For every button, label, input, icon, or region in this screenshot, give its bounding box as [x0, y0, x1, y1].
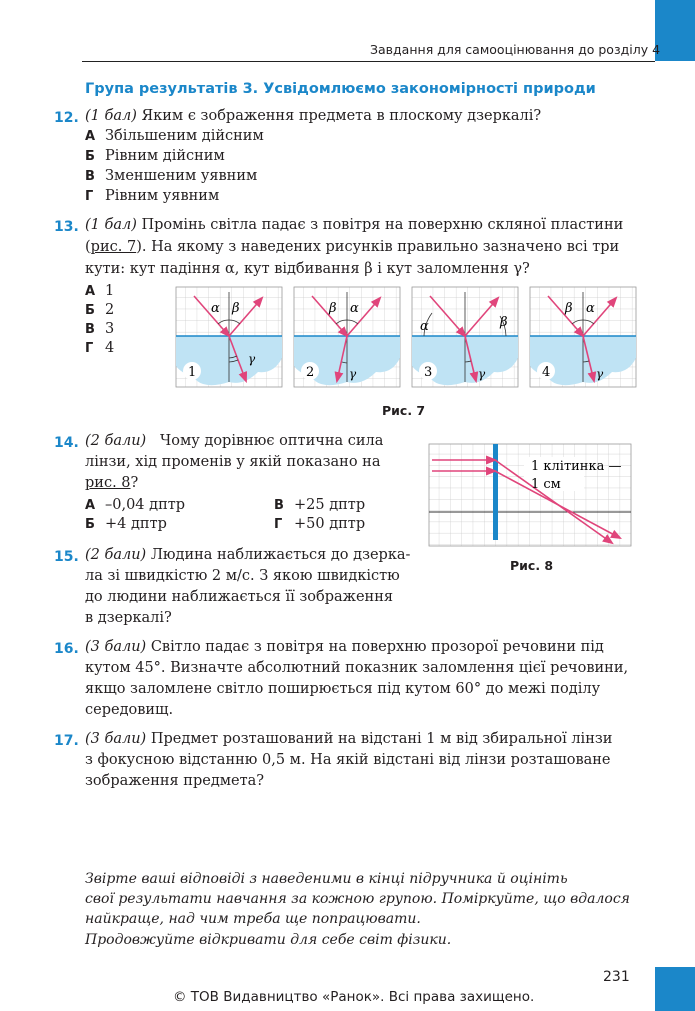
answer-option[interactable]: Б Рівним дійсним [85, 148, 225, 164]
question-points: (1 бал) [85, 108, 137, 124]
question-number: 12. [54, 110, 79, 126]
question-text: (1 бал) Промінь світла падає з повітря на поверхню скляної пластини [85, 217, 624, 233]
figure-7-panel-2 [294, 287, 400, 387]
question-text: середовищ. [85, 702, 174, 718]
figure-7 [174, 286, 646, 390]
copyright: © ТОВ Видавництво «Ранок». Всі права захищено. [173, 989, 535, 1005]
question-number: 15. [54, 549, 79, 565]
question-text: якщо заломлене світло поширюється під кутом 60° до межі поділу [85, 681, 601, 697]
answer-option[interactable]: В 3 [85, 321, 115, 337]
header-divider [82, 61, 655, 62]
figure-7-caption: Рис. 7 [382, 403, 426, 418]
scale-note: 1 клітинка — [531, 459, 622, 474]
question-text: кутом 45°. Визначте абсолютний показник заломлення цієї речовини, [85, 660, 629, 676]
question-text [85, 108, 541, 124]
answer-option[interactable]: Г +50 дптр [274, 516, 366, 532]
angle-label: γ [248, 352, 256, 366]
question-text: з фокусною відстанню 0,5 м. На якій відстані від лінзи розташоване [85, 752, 611, 768]
answer-option[interactable]: А Збільшеним дійсним [85, 128, 264, 144]
question-text: ла зі швидкістю 2 м/с. З якою швидкістю [85, 568, 400, 584]
closing-text: Звірте ваші відповіді з наведеними в кінці підручника й оцініть [85, 871, 568, 887]
angle-label: β [329, 301, 337, 316]
angle-label: α [211, 301, 220, 316]
question-body: Яким є зображення предмета в плоскому дзеркалі? [141, 108, 542, 124]
angle-label: β [565, 301, 573, 316]
question-number: 14. [54, 435, 79, 451]
angle-label: α [586, 301, 595, 316]
question-text: лінзи, хід променів у якій показано на [85, 454, 381, 470]
answer-option[interactable]: Б +4 дптр [85, 516, 167, 532]
angle-label: γ [596, 367, 604, 381]
answer-option[interactable]: Б 2 [85, 302, 115, 318]
answer-option[interactable]: Г 4 [85, 340, 115, 356]
closing-text: свої результати навчання за кожною групою. Поміркуйте, що вдалося [85, 891, 630, 907]
question-text: (2 бали) Чому дорівнює оптична сила [85, 433, 384, 449]
group-title: Група результатів 3. Усвідомлюємо закономірності природи [85, 81, 596, 97]
figure-8 [428, 443, 632, 547]
page-tab [655, 967, 695, 1011]
panel-label: 4 [542, 365, 551, 380]
answer-option[interactable]: А –0,04 дптр [85, 497, 186, 513]
section-header: Завдання для самооцінювання до розділу 4 [370, 42, 661, 57]
scale-note: 1 см [531, 477, 561, 492]
angle-label: β [500, 315, 508, 330]
question-number: 16. [54, 641, 79, 657]
figure-7-panel-3 [412, 287, 518, 387]
question-number: 17. [54, 733, 79, 749]
angle-label: β [232, 301, 240, 316]
question-text: рис. 8? [85, 475, 139, 491]
question-text: до людини наближається її зображення [85, 589, 394, 605]
question-text: (3 бали) Світло падає з повітря на поверхню прозорої речовини під [85, 639, 604, 655]
question-text: в дзеркалі? [85, 610, 172, 626]
question-text: (2 бали) Людина наближається до дзерка- [85, 547, 411, 563]
figure-8-caption: Рис. 8 [510, 558, 554, 573]
figure-7-panel-4 [530, 287, 636, 387]
answer-option[interactable]: В +25 дптр [274, 497, 366, 513]
answer-option[interactable]: А 1 [85, 283, 115, 299]
panel-label: 3 [424, 365, 433, 380]
answer-option[interactable]: В Зменшеним уявним [85, 168, 258, 184]
question-text: (рис. 7). На якому з наведених рисунків правильно зазначено всі три [85, 239, 620, 255]
angle-label: α [420, 319, 429, 334]
question-text: (3 бали) Предмет розташований на відстані 1 м від збиральної лінзи [85, 731, 613, 747]
closing-text: найкраще, над чим треба ще попрацювати. [85, 911, 421, 927]
chapter-tab [655, 0, 695, 61]
answer-option[interactable]: Г Рівним уявним [85, 188, 220, 204]
figure-reference[interactable]: рис. 7 [90, 239, 137, 255]
angle-label: α [350, 301, 359, 316]
question-text: зображення предмета? [85, 773, 265, 789]
lens [493, 444, 498, 540]
panel-label: 2 [306, 365, 315, 380]
page-number: 231 [603, 969, 630, 985]
figure-7-panel-1 [176, 287, 282, 387]
panel-label: 1 [188, 365, 197, 380]
question-number: 13. [54, 219, 79, 235]
figure-reference[interactable]: рис. 8 [85, 475, 131, 491]
question-text: кути: кут падіння α, кут відбивання β і кут заломлення γ? [85, 261, 530, 277]
closing-text: Продовжуйте відкривати для себе світ фізики. [85, 932, 452, 948]
angle-label: γ [478, 367, 486, 381]
angle-label: γ [349, 367, 357, 381]
